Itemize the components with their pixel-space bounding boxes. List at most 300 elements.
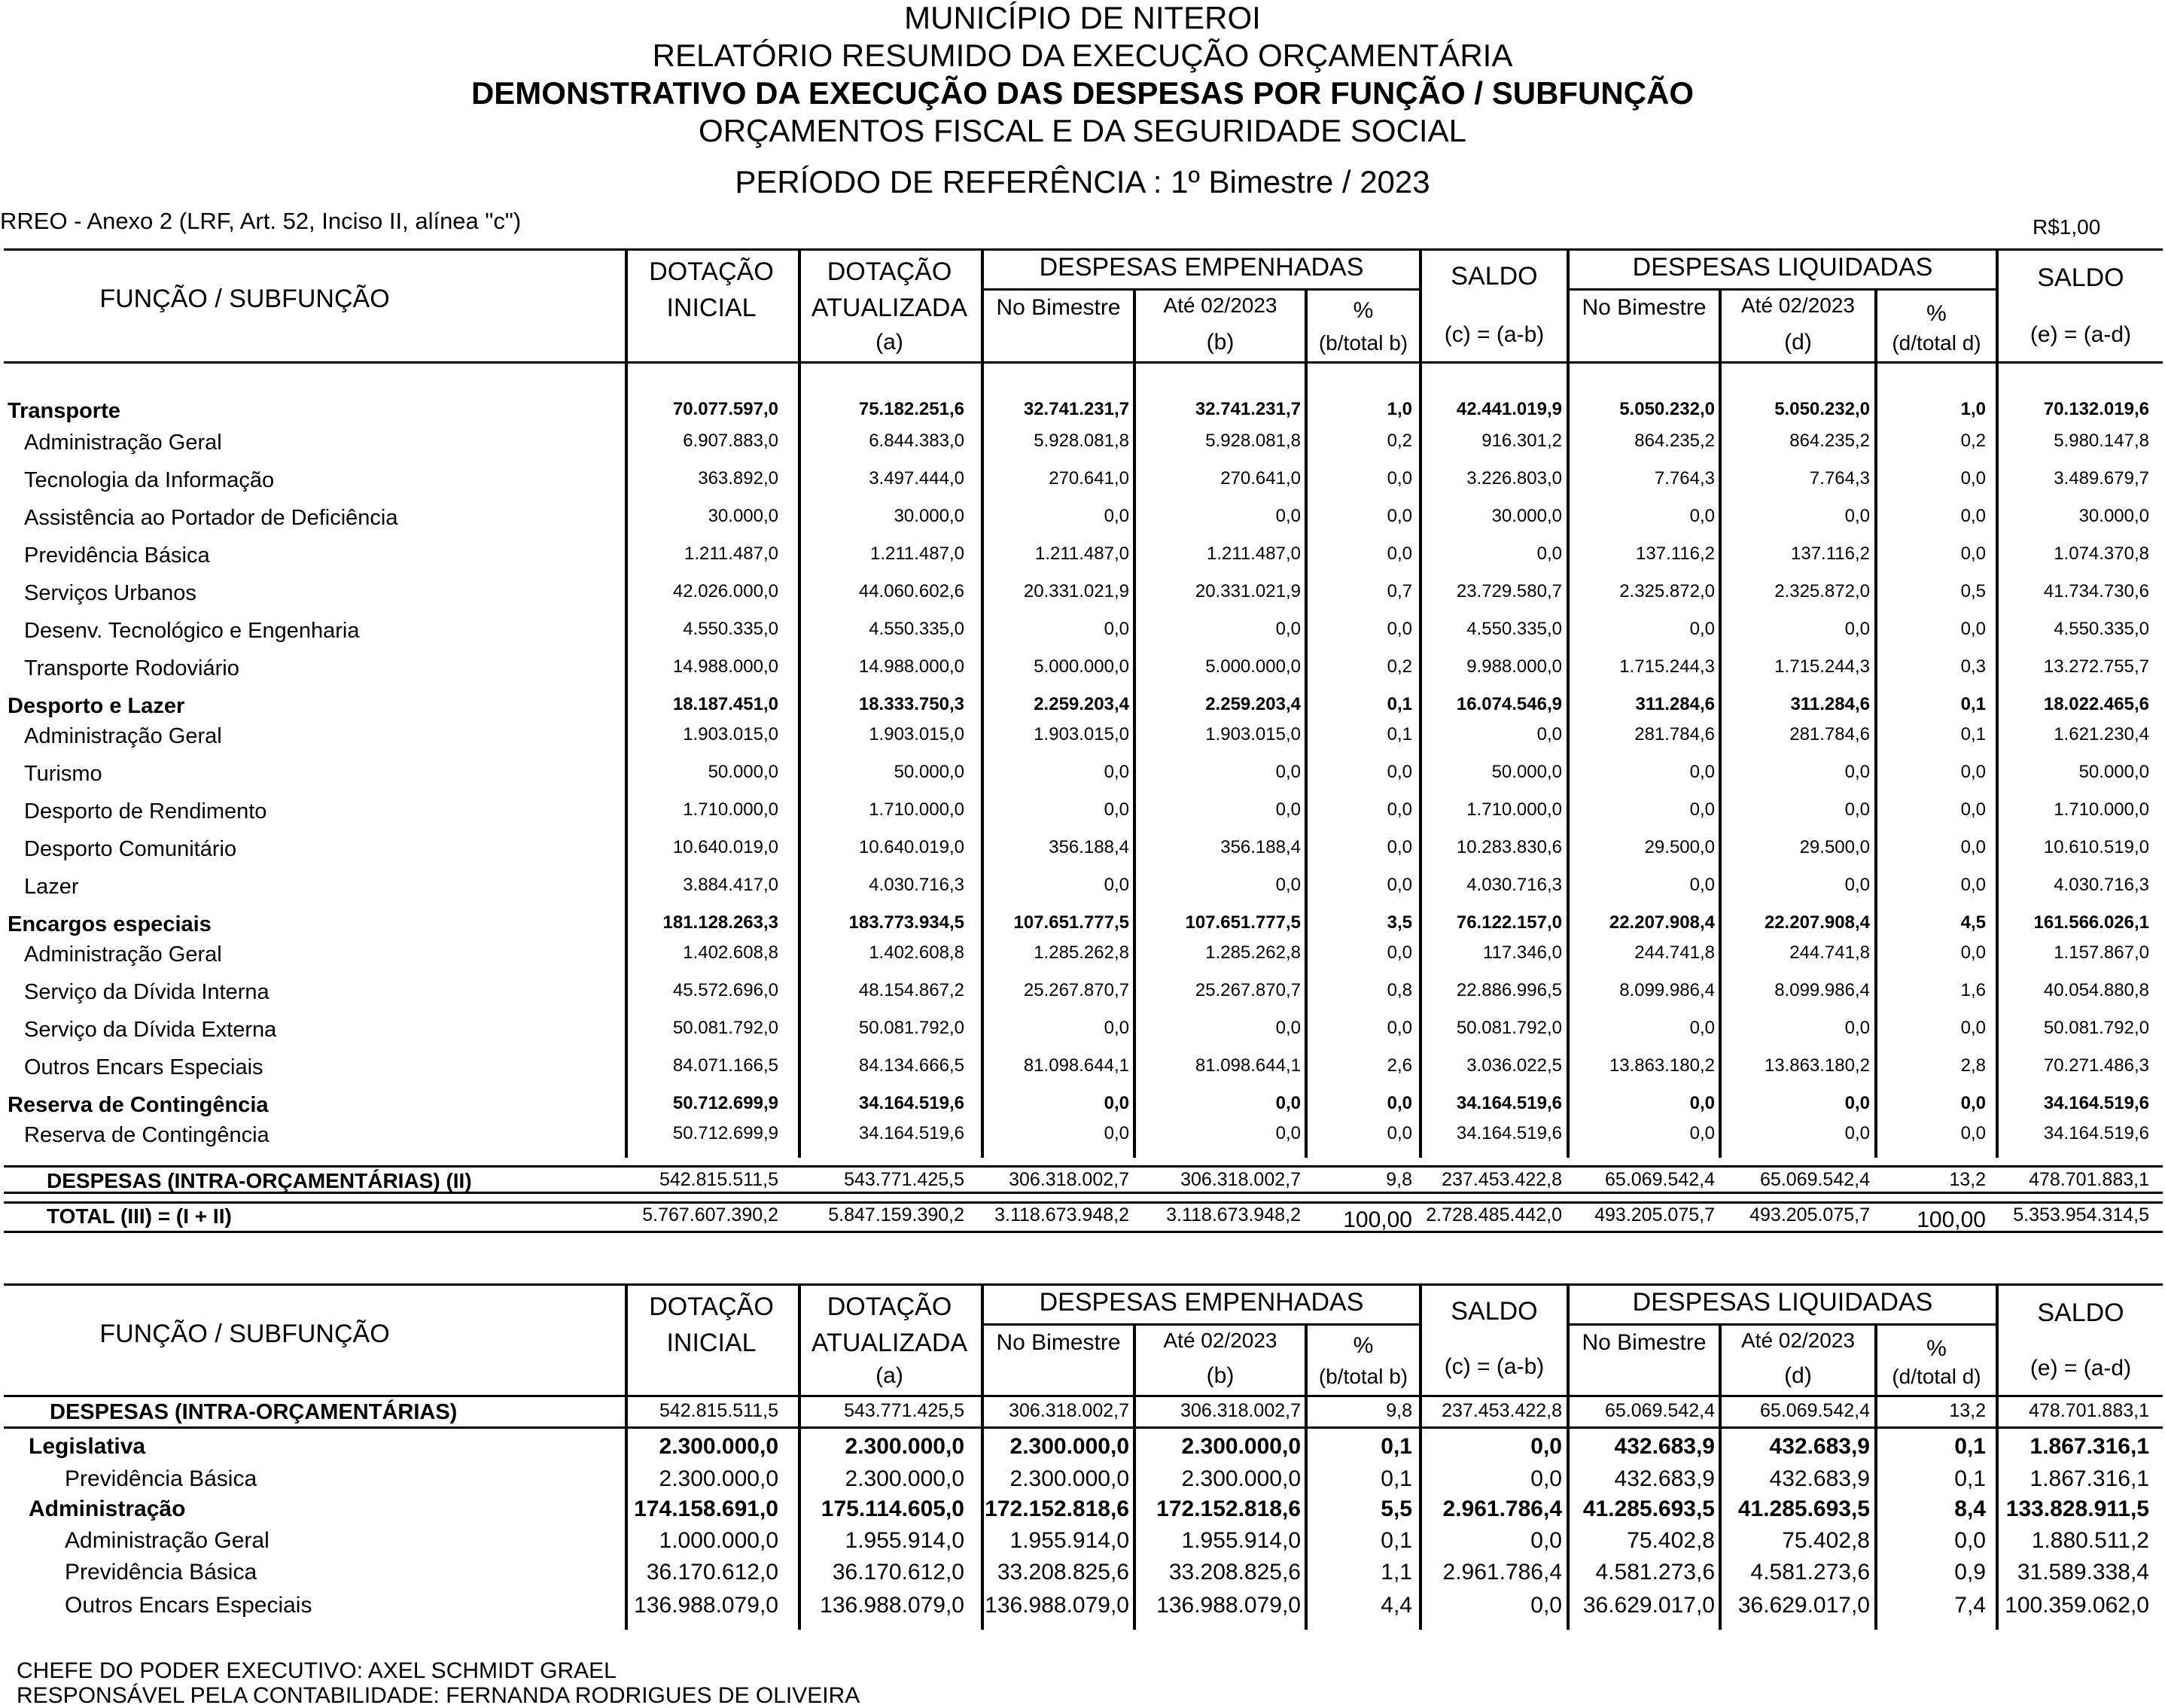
col-dot-atual-1: DOTAÇÃO [827,1292,952,1321]
subfunction-row [0,619,2165,656]
col-liq-ate: Até 02/2023 [1740,1329,1856,1352]
chefe-executivo: CHEFE DO PODER EXECUTIVO: AXEL SCHMIDT GRAEL [17,1658,617,1683]
table-cell: 70.132.019,6 [2043,399,2149,419]
table-cell: 13.863.180,2 [1609,1055,1715,1076]
anexo-label: RREO - Anexo 2 (LRF, Art. 52, Inciso II, alínea "c") [0,208,522,234]
col-dot-atual-3: (a) [875,330,903,355]
table-cell: 244.741,8 [1634,942,1715,963]
table-cell: 1,0 [1960,399,1986,419]
table-cell: 22.207.908,4 [1609,912,1715,933]
table-cell: 432.683,9 [1769,1466,1870,1491]
row-label: Transporte Rodoviário [24,656,239,680]
col-emp-no-bimestre: No Bimestre [996,295,1121,320]
table-cell: 1.955.914,0 [1181,1528,1301,1553]
table-cell: 0,0 [1844,875,1870,895]
table-cell: 75.182.251,6 [858,399,964,419]
table-cell: 432.683,9 [1769,1434,1870,1459]
table-cell: 1.867.316,1 [2029,1466,2149,1491]
table-cell: 172.152.818,6 [1156,1496,1301,1521]
table-cell: 25.267.870,7 [1023,980,1129,1000]
intra-row-content [0,1169,2165,1207]
table-cell: 363.892,0 [698,468,778,489]
table-cell: 40.054.880,8 [2043,980,2149,1000]
table-cell: 22.886.996,5 [1456,980,1562,1000]
table-cell: 31.589.338,4 [2017,1560,2149,1585]
table-cell: 0,0 [1275,619,1301,639]
table-cell: 1.710.000,0 [683,799,778,820]
table-cell: 4.550.335,0 [869,619,964,639]
table-cell: 306.318.002,7 [1180,1169,1301,1190]
demonstrativo-title: DEMONSTRATIVO DA EXECUÇÃO DAS DESPESAS POR FUNÇÃO / SUBFUNÇÃO [470,75,1695,111]
col-dot-atual-2: ATUALIZADA [811,1329,968,1357]
table-cell: 0,0 [1104,506,1129,526]
col-saldo-e-formula: (e) = (a-d) [2029,322,2132,347]
orcamentos-title: ORÇAMENTOS FISCAL E DA SEGURIDADE SOCIAL [699,113,1466,148]
table2-top-rule [4,1283,2163,1286]
table-cell: 30.000,0 [2078,506,2149,526]
table-cell: 0,0 [1844,799,1870,820]
row-label: DESPESAS (INTRA-ORÇAMENTÁRIAS) [50,1400,458,1424]
table-cell: 1.903.015,0 [869,724,964,744]
table-cell: 3,5 [1387,912,1412,933]
table-cell: 2.961.786,4 [1442,1496,1562,1521]
table-cell: 5.928.081,8 [1205,431,1301,451]
subfunction-row [0,506,2165,543]
table-cell: 0,0 [1960,942,1986,963]
table-cell: 0,2 [1960,431,1986,451]
row-label: Desenv. Tecnológico e Engenharia [24,619,360,643]
row-label: Administração Geral [24,724,222,748]
table-cell: 1.710.000,0 [869,799,964,820]
table-cell: 3.489.679,7 [2054,468,2149,489]
col-liq-pct: % [1926,301,1947,326]
table-cell: 9,8 [1386,1169,1412,1190]
subfunction-row [0,799,2165,837]
table-cell: 16.074.546,9 [1456,694,1562,714]
table-cell: 50.000,0 [894,762,964,782]
table-cell: 70.271.486,3 [2043,1055,2149,1076]
table-cell: 0,0 [1689,1018,1715,1038]
col-emp-pct-b: (b/total b) [1318,1365,1408,1388]
table2-emp-rule [984,1323,1419,1326]
table-cell: 172.152.818,6 [985,1496,1129,1521]
table-cell: 0,9 [1954,1560,1986,1585]
table-cell: 161.566.026,1 [2033,912,2149,933]
col-emp-no-bimestre: No Bimestre [996,1330,1121,1355]
table-cell: 18.333.750,3 [858,694,964,714]
table-cell: 65.069.542,4 [1605,1400,1715,1421]
col-funcao: FUNÇÃO / SUBFUNÇÃO [99,1320,390,1348]
table-cell: 10.283.830,6 [1456,837,1562,857]
table-cell: 34.164.519,6 [858,1093,964,1113]
table-cell: 25.267.870,7 [1195,980,1301,1000]
row-label: Administração [29,1496,186,1521]
subfunction-row [0,431,2165,468]
row-label: Turismo [24,762,102,786]
table-cell: 0,0 [1844,1093,1870,1113]
table-cell: 1,1 [1381,1560,1412,1585]
unit-label: R$1,00 [2033,215,2101,239]
subfunction-row [0,656,2165,694]
table-cell: 281.784,6 [1789,724,1870,744]
row-label: Serviço da Dívida Interna [24,980,269,1004]
table-cell: 0,0 [1387,1018,1412,1038]
table-cell: 0,0 [1689,506,1715,526]
table-cell: 183.773.934,5 [848,912,964,933]
table-cell: 3.884.417,0 [683,875,778,895]
table-cell: 65.069.542,4 [1760,1169,1870,1190]
table-cell: 76.122.157,0 [1456,912,1562,933]
table-cell: 0,0 [1104,1093,1129,1113]
table-cell: 0,0 [1960,875,1986,895]
table-cell: 42.441.019,9 [1456,399,1562,419]
table-cell: 2,8 [1960,1055,1986,1076]
table-cell: 14.988.000,0 [672,656,778,677]
table-cell: 65.069.542,4 [1760,1400,1870,1421]
table-cell: 0,0 [1387,875,1412,895]
col-empenhadas: DESPESAS EMPENHADAS [1039,253,1364,282]
table-cell: 75.402,8 [1627,1528,1715,1553]
table-cell: 4,5 [1960,912,1986,933]
subfunction-row [0,468,2165,506]
table-cell: 1.285.262,8 [1205,942,1301,963]
table-cell: 33.208.825,6 [1168,1560,1301,1585]
table-cell: 5.928.081,8 [1034,431,1129,451]
table-cell: 2,6 [1387,1055,1412,1076]
table-cell: 34.164.519,6 [1456,1123,1562,1143]
table-cell: 237.453.422,8 [1442,1169,1562,1190]
table-cell: 0,0 [1387,837,1412,857]
col-dot-inicial-1: DOTAÇÃO [649,257,774,286]
table-cell: 5.000.000,0 [1205,656,1301,677]
table-cell: 0,0 [1689,799,1715,820]
col-liq-ate-d: (d) [1784,330,1812,355]
subfunction-row [0,1018,2165,1055]
table-cell: 0,0 [1536,543,1562,564]
total-row-content [0,1204,2165,1242]
table-cell: 1.211.487,0 [1206,543,1301,564]
table-cell: 100,00 [1343,1207,1412,1232]
table-cell: 50.712.699,9 [672,1123,778,1143]
table-cell: 5.050.232,0 [1619,399,1715,419]
table-cell: 5,5 [1381,1496,1412,1521]
table-cell: 0,0 [1275,875,1301,895]
table-cell: 543.771.425,5 [844,1169,964,1190]
responsavel-contabilidade: RESPONSÁVEL PELA CONTABILIDADE: FERNANDA RODRIGUES DE OLIVEIRA [17,1683,860,1708]
table-cell: 1.402.608,8 [683,942,778,963]
table-cell: 18.022.465,6 [2043,694,2149,714]
table-cell: 0,0 [1530,1593,1562,1618]
col-emp-pct: % [1353,1333,1374,1358]
col-emp-ate: Até 02/2023 [1163,294,1277,317]
table-cell: 50.081.792,0 [858,1018,964,1038]
table-cell: 1.955.914,0 [1009,1528,1129,1553]
table-cell: 0,0 [1275,799,1301,820]
table-cell: 5.353.954.314,5 [2013,1204,2149,1225]
table-cell: 1,0 [1387,399,1412,419]
table-cell: 0,0 [1960,543,1986,564]
table-cell: 0,0 [1536,724,1562,744]
row-label: Administração Geral [24,431,222,455]
table-cell: 0,5 [1960,581,1986,601]
table-cell: 8.099.986,4 [1774,980,1870,1000]
table-cell: 1.211.487,0 [684,543,778,564]
table-cell: 3.036.022,5 [1466,1055,1562,1076]
municipio-title: MUNICÍPIO DE NITEROI [904,0,1261,35]
table-cell: 0,1 [1381,1528,1412,1553]
table-cell: 356.188,4 [1049,837,1129,857]
table-cell: 50.000,0 [2078,762,2149,782]
table-cell: 13,2 [1949,1400,1986,1421]
table-cell: 0,0 [1104,799,1129,820]
subfunction-row [0,724,2165,762]
table-cell: 0,0 [1104,762,1129,782]
table-cell: 916.301,2 [1481,431,1562,451]
col-emp-pct-b: (b/total b) [1318,331,1408,355]
col-dot-atual-1: DOTAÇÃO [827,257,952,286]
table-cell: 0,0 [1387,942,1412,963]
table-cell: 1.955.914,0 [845,1528,964,1553]
subfunction-row [0,837,2165,875]
table-cell: 175.114.605,0 [821,1496,964,1521]
col-saldo-e-formula: (e) = (a-d) [2029,1356,2132,1381]
row-label: Reserva de Contingência [8,1093,269,1117]
col-emp-ate-b: (b) [1206,330,1235,355]
row-label: Assistência ao Portador de Deficiência [24,506,398,530]
table-cell: 0,0 [1275,1018,1301,1038]
table-cell: 44.060.602,6 [858,581,964,601]
table-cell: 281.784,6 [1634,724,1715,744]
table-cell: 0,0 [1960,1093,1986,1113]
table-cell: 311.284,6 [1790,694,1870,714]
col-liq-pct: % [1926,1336,1947,1361]
table-cell: 1.000.000,0 [659,1528,778,1553]
table-cell: 1.903.015,0 [683,724,778,744]
col-saldo-c: SALDO [1451,262,1538,291]
table-cell: 0,1 [1954,1434,1986,1459]
relatorio-title: RELATÓRIO RESUMIDO DA EXECUÇÃO ORÇAMENTÁRIA [652,38,1513,73]
table-cell: 30.000,0 [708,506,778,526]
table-cell: 306.318.002,7 [1009,1169,1129,1190]
table1-emp-rule [984,288,1419,291]
table-cell: 50.081.792,0 [2043,1018,2149,1038]
table-cell: 2.300.000,0 [1009,1466,1129,1491]
table-cell: 0,0 [1689,762,1715,782]
table-cell: 1.074.370,8 [2054,543,2149,564]
table-cell: 1.285.262,8 [1034,942,1129,963]
table-cell: 1.402.608,8 [869,942,964,963]
table-cell: 4.550.335,0 [2054,619,2149,639]
table-cell: 2.325.872,0 [1619,581,1715,601]
table-cell: 0,1 [1960,694,1986,714]
table-cell: 8.099.986,4 [1619,980,1715,1000]
table2-liq-rule [1567,1323,1996,1326]
intra-header-row [0,1400,2165,1438]
table-cell: 20.331.021,9 [1023,581,1129,601]
table-cell: 4.030.716,3 [1466,875,1562,895]
table-cell: 133.828.911,5 [2005,1496,2149,1521]
table-cell: 7,4 [1954,1593,1986,1618]
table-cell: 0,0 [1844,762,1870,782]
table-cell: 30.000,0 [1491,506,1562,526]
col-liq-ate: Até 02/2023 [1740,294,1856,317]
row-label: Previdência Básica [24,543,210,568]
table-cell: 0,0 [1275,506,1301,526]
table-cell: 30.000,0 [894,506,964,526]
row-label: Tecnologia da Informação [24,468,275,492]
table-cell: 50.081.792,0 [1456,1018,1562,1038]
col-saldo-c-formula: (c) = (a-b) [1444,322,1545,347]
table-cell: 864.235,2 [1634,431,1715,451]
col-liquidadas: DESPESAS LIQUIDADAS [1632,253,1933,282]
table-cell: 75.402,8 [1782,1528,1870,1553]
table-cell: 1.903.015,0 [1034,724,1129,744]
table-cell: 9.988.000,0 [1466,656,1562,677]
table-cell: 117.346,0 [1483,942,1562,963]
table-cell: 1.710.000,0 [2054,799,2149,820]
table-cell: 4.581.273,6 [1595,1560,1715,1585]
col-dot-inicial-2: INICIAL [666,1329,757,1357]
table-cell: 432.683,9 [1614,1434,1715,1459]
table-cell: 237.453.422,8 [1442,1400,1562,1421]
table-cell: 2.728.485.442,0 [1426,1204,1562,1225]
table-cell: 0,0 [1960,1018,1986,1038]
table-cell: 3.118.673.948,2 [994,1204,1129,1225]
table-cell: 13.272.755,7 [2043,656,2149,677]
table-cell: 0,0 [1844,506,1870,526]
row-label: Reserva de Contingência [24,1123,269,1147]
table-cell: 0,0 [1689,875,1715,895]
col-saldo-c: SALDO [1451,1297,1538,1326]
table-cell: 1.157.867,0 [2054,942,2149,963]
table-cell: 32.741.231,7 [1023,399,1129,419]
table-cell: 542.815.511,5 [659,1169,778,1190]
table-cell: 432.683,9 [1614,1466,1715,1491]
table-cell: 478.701.883,1 [2029,1169,2149,1190]
table-cell: 13.863.180,2 [1764,1055,1870,1076]
subfunction-row [0,762,2165,799]
table-cell: 3.226.803,0 [1466,468,1562,489]
table-cell: 0,0 [1104,1018,1129,1038]
table-cell: 6.907.883,0 [683,431,778,451]
table-cell: 10.640.019,0 [858,837,964,857]
table-cell: 542.815.511,5 [659,1400,778,1421]
table-cell: 1.715.244,3 [1619,656,1715,677]
table-cell: 0,0 [1960,762,1986,782]
table-cell: 0,0 [1275,1093,1301,1113]
table-cell: 1.710.000,0 [1466,799,1562,820]
table-cell: 10.640.019,0 [672,837,778,857]
table-cell: 36.170.612,0 [832,1560,964,1585]
table-cell: 3.497.444,0 [869,468,964,489]
row-label: Desporto e Lazer [8,694,185,718]
table-cell: 864.235,2 [1789,431,1870,451]
subfunction-row [0,581,2165,619]
table-cell: 2.300.000,0 [659,1466,778,1491]
table-cell: 36.170.612,0 [646,1560,778,1585]
col-dot-inicial-1: DOTAÇÃO [649,1292,774,1321]
table1-header-rule [4,361,2163,364]
table-cell: 0,0 [1960,619,1986,639]
col-liq-no-bimestre: No Bimestre [1582,295,1707,320]
table-cell: 0,0 [1689,619,1715,639]
table-cell: 0,0 [1960,468,1986,489]
table-cell: 18.187.451,0 [672,694,778,714]
table-cell: 34.164.519,6 [858,1123,964,1143]
col-saldo-e: SALDO [2037,1299,2124,1327]
table-cell: 8,4 [1954,1496,1986,1521]
table-cell: 100,00 [1917,1207,1986,1232]
row-label: Outros Encars Especiais [65,1593,312,1618]
row-label: Desporto Comunitário [24,837,237,861]
table-cell: 34.164.519,6 [2043,1093,2149,1113]
table-cell: 81.098.644,1 [1195,1055,1301,1076]
table-cell: 45.572.696,0 [672,980,778,1000]
table-cell: 136.988.079,0 [634,1593,778,1618]
table-cell: 0,0 [1960,506,1986,526]
table-cell: 1.903.015,0 [1205,724,1301,744]
table-cell: 41.285.693,5 [1582,1496,1715,1521]
col-liq-ate-d: (d) [1784,1363,1812,1388]
table-cell: 5.980.147,8 [2054,431,2149,451]
table-cell: 0,1 [1954,1466,1986,1491]
table-cell: 0,0 [1960,837,1986,857]
table-cell: 0,0 [1387,506,1412,526]
table-cell: 20.331.021,9 [1195,581,1301,601]
table-cell: 0,0 [1530,1528,1562,1553]
table-cell: 0,0 [1689,1123,1715,1143]
table-cell: 4.550.335,0 [1466,619,1562,639]
table-cell: 13,2 [1949,1169,1986,1190]
table-cell: 84.134.666,5 [858,1055,964,1076]
subfunction-row [0,1055,2165,1093]
table-cell: 29.500,0 [1799,837,1870,857]
table-cell: 14.988.000,0 [858,656,964,677]
row-label: Administração Geral [24,942,222,967]
row-label: Desporto de Rendimento [24,799,267,824]
table-cell: 1.715.244,3 [1774,656,1870,677]
table-cell: 1.621.230,4 [2054,724,2149,744]
table-cell: 2.300.000,0 [845,1434,964,1459]
table-cell: 1.880.511,2 [2031,1528,2149,1553]
table-cell: 136.988.079,0 [820,1593,964,1618]
subfunction-row [0,543,2165,581]
table-cell: 6.844.383,0 [869,431,964,451]
table-cell: 7.764,3 [1809,468,1870,489]
col-liq-no-bimestre: No Bimestre [1582,1330,1707,1355]
table-cell: 50.000,0 [708,762,778,782]
table-cell: 136.988.079,0 [1156,1593,1301,1618]
table-cell: 493.205.075,7 [1749,1204,1870,1225]
table-cell: 0,0 [1387,619,1412,639]
col-funcao: FUNÇÃO / SUBFUNÇÃO [99,285,390,313]
table-cell: 2.300.000,0 [1181,1434,1301,1459]
table-cell: 1.211.487,0 [869,543,964,564]
table-cell: 32.741.231,7 [1195,399,1301,419]
table-cell: 244.741,8 [1789,942,1870,963]
table-cell: 0,3 [1960,656,1986,677]
col-emp-ate-b: (b) [1206,1363,1235,1388]
table-cell: 174.158.691,0 [634,1496,778,1521]
table-cell: 4.030.716,3 [869,875,964,895]
table-cell: 107.651.777,5 [1013,912,1129,933]
col-emp-ate: Até 02/2023 [1163,1329,1277,1352]
table-cell: 0,0 [1844,619,1870,639]
row-label: Previdência Básica [65,1466,257,1491]
table-cell: 41.734.730,6 [2043,581,2149,601]
table-cell: 50.081.792,0 [672,1018,778,1038]
table-cell: 306.318.002,7 [1009,1400,1129,1421]
